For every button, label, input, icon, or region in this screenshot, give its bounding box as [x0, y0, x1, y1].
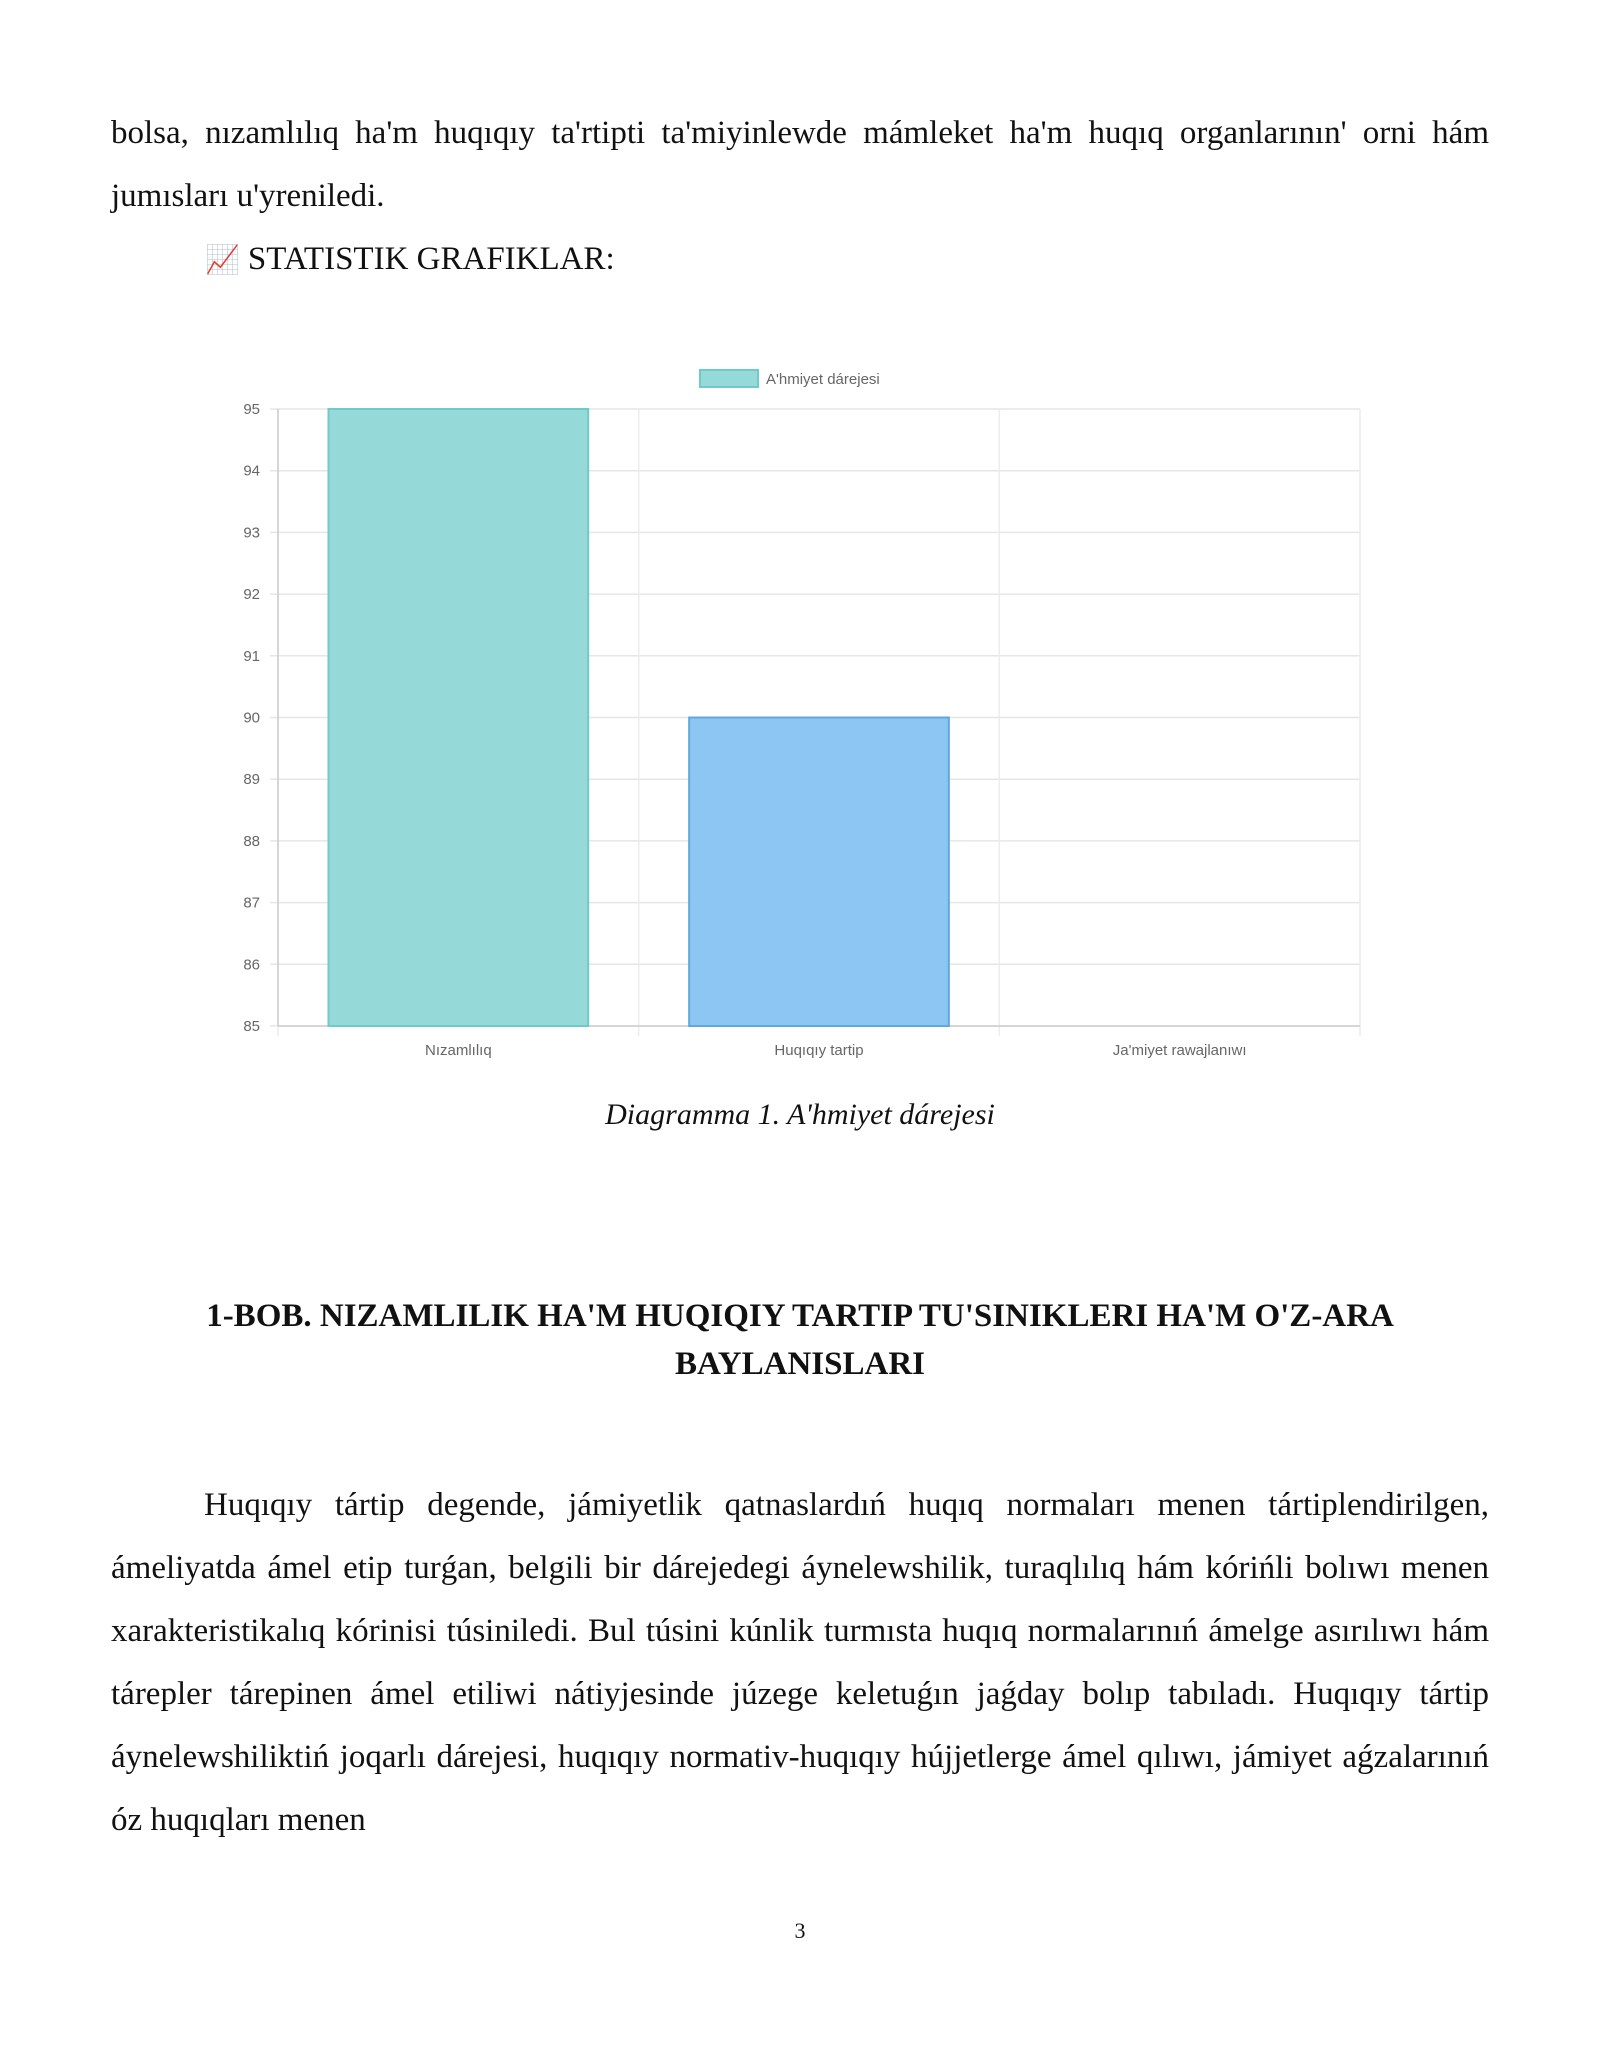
y-tick-label: 85 [243, 1018, 260, 1035]
statistics-heading-label: STATISTIK GRAFIKLAR: [247, 241, 615, 277]
chart-icon: 📈 [205, 243, 240, 276]
statistics-heading [205, 228, 615, 291]
bar-2 [689, 718, 949, 1027]
page-number: 3 [794, 1918, 806, 1943]
y-tick-label: 95 [243, 401, 260, 418]
y-tick-label: 93 [243, 524, 260, 542]
x-tick-label: Nızamlılıq [424, 1042, 492, 1059]
legend-label: A'hmiyet dárejesi [766, 371, 880, 388]
x-tick-label: Ja'miyet rawajlanıwı [1112, 1042, 1247, 1059]
y-tick-label: 92 [243, 586, 260, 604]
y-tick-label: 91 [243, 647, 260, 665]
y-tick-label: 90 [243, 709, 260, 727]
chart-caption: Diagramma 1. A'hmiyet dárejesi [605, 1098, 995, 1131]
chapter-title: 1-BOB. NIZAMLILIK HA'M HUQIQIY TARTIP TU'SINIKLERI HA'M O'Z-ARA BAYLANISLARI [206, 1298, 1394, 1382]
y-tick-label: 89 [243, 771, 260, 789]
bar-chart [200, 360, 1400, 1080]
y-tick-label: 88 [243, 832, 260, 850]
bar-1 [328, 409, 588, 1026]
intro-paragraph: bolsa, nızamlılıq ha'm huqıqıy ta'rtipti ta'miyinlewde mámleket ha'm huqıq organlarının' orni hám jumısları u'yreniledi. [111, 115, 1489, 214]
y-tick-label: 94 [243, 462, 260, 480]
y-tick-label: 86 [243, 956, 260, 974]
x-tick-label: Huqıqıy tartip [774, 1042, 864, 1059]
y-tick-label: 87 [243, 894, 260, 912]
body-paragraph: Huqıqıy tártip degende, jámiyetlik qatnaslardıń huqıq normaları menen tártiplendirilgen, ámeliyatda ámel etip turǵan, belgili bir dárejedegi áynelewshilik, turaqlılıq hám kórińli bolıwı menen xarakteristikalıq kórinisi túsiniledi. Bul túsini kúnlik turmısta huqıq normalarınıń ámelge asırılıwı hám tárepler tárepinen ámel etiliwi nátiyjesinde júzege keletuǵın jaǵday bolıp tabıladı. Huqıqıy tártip áynelewshiliktiń joqarlı dárejesi, huqıqıy normativ-huqıqıy hújjetlerge ámel qılıwı, jámiyet aǵzalarınıń óz huqıqları menen [111, 1487, 1489, 1838]
legend-swatch [700, 370, 758, 387]
